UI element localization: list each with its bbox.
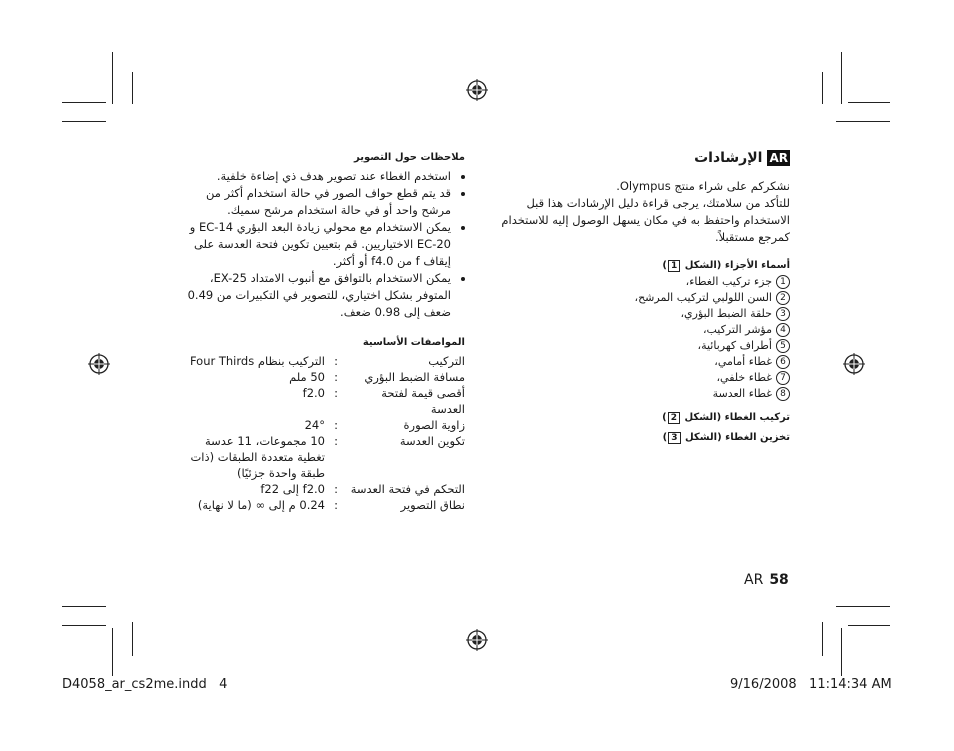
title-row (498, 150, 790, 166)
spec-key (347, 449, 465, 481)
notes-specs-column (180, 150, 465, 513)
crop-mark (112, 628, 113, 676)
registration-mark-icon (843, 353, 865, 375)
spec-key: التركيب (428, 354, 465, 368)
crop-mark (841, 628, 842, 676)
note-item: • استخدم الغطاء عند تصوير هدف ذي إضاءة خلفية. (180, 168, 451, 185)
spec-row (180, 369, 465, 385)
instructions-column (498, 150, 790, 446)
part-number: 5 (776, 339, 790, 353)
note-item: • يمكن الاستخدام بالتوافق مع أنبوب الامتداد EX-25، المتوفر بشكل اختياري، للتصوير في التكبيرات من 0.49 ضعف إلى 0.98 ضعف. (180, 270, 451, 321)
page-title: الإرشادات (694, 150, 763, 166)
crop-mark (62, 606, 106, 607)
spec-colon: : (334, 482, 338, 496)
language-badge: AR (769, 151, 788, 165)
page-number-value: 58 (769, 572, 789, 588)
part-label: جزء تركيب الغطاء، (685, 275, 772, 288)
note-item: • قد يتم قطع حواف الصور في حالة استخدام أكثر من مرشح واحد أو في حالة استخدام مرشح سميك. (180, 185, 451, 219)
crop-mark (848, 102, 890, 103)
registration-mark-icon (466, 79, 488, 101)
crop-mark (62, 102, 106, 103)
part-number: 7 (776, 371, 790, 385)
spec-colon: : (334, 498, 338, 512)
store-heading: تخزين الغطاء (الشكل 3) (662, 432, 790, 443)
footer-date: 9/16/2008 11:14:34 AM (730, 677, 892, 692)
spec-value: f2.0 (302, 386, 325, 400)
spec-row (180, 417, 465, 433)
part-label: مؤشر التركيب، (702, 323, 772, 336)
spec-row (180, 497, 465, 513)
footer-filename: D4058_ar_cs2me.indd 4 (62, 677, 228, 692)
part-number: 8 (776, 387, 790, 401)
spec-colon (325, 449, 347, 481)
part-label: غطاء العدسة (712, 387, 772, 400)
spec-value: 10 مجموعات، 11 عدسة (204, 434, 325, 448)
spec-value: 24° (304, 418, 325, 432)
notes-list (180, 168, 465, 321)
figure-ref: 1 (668, 260, 680, 272)
part-item (498, 274, 790, 290)
spec-value: التركيب بنظام Four Thirds (189, 354, 325, 368)
attach-heading: تركيب الغطاء (الشكل 2) (662, 412, 790, 423)
crop-mark (62, 121, 106, 122)
spec-key: أقصى قيمة لفتحة العدسة (381, 386, 465, 416)
spec-value: تغطية متعددة الطبقات (ذات طبقة واحدة جزئيًا) (190, 450, 325, 480)
crop-mark (62, 625, 106, 626)
crop-mark (132, 622, 133, 656)
crop-mark (822, 72, 823, 104)
part-item (498, 306, 790, 322)
figure-ref: 2 (668, 412, 680, 424)
intro-safety: للتأكد من سلامتك، يرجى قراءة دليل الإرشادات هذا قبل الاستخدام واحتفظ به في مكان يسهل الوصول إليه للاستخدام كمرجع مستقبلاً. (501, 196, 790, 244)
note-item: • يمكن الاستخدام مع محولي زيادة البعد البؤري EC-14 و EC-20 الاختياريين. قم بتعيين تكوين فتحة العدسة على إيقاف f من f4.0 أو أكثر. (180, 219, 451, 270)
specs-table (180, 353, 465, 513)
notes-heading: ملاحظات حول التصوير (353, 152, 465, 163)
spec-row (180, 449, 465, 481)
spec-row (180, 481, 465, 497)
registration-mark-icon (88, 353, 110, 375)
part-number: 2 (776, 291, 790, 305)
parts-heading: أسماء الأجزاء (الشكل 1) (662, 260, 790, 271)
page-lang: AR (744, 572, 764, 588)
intro-thanks: نشكركم على شراء منتج Olympus. (616, 179, 790, 193)
part-number: 6 (776, 355, 790, 369)
spec-key: مسافة الضبط البؤري (364, 370, 465, 384)
part-item (498, 290, 790, 306)
page-number (744, 572, 789, 588)
spec-key: تكوين العدسة (399, 434, 465, 448)
spec-row (180, 353, 465, 369)
spec-key: التحكم في فتحة العدسة (350, 482, 465, 496)
specs-heading: المواصفات الأساسية (362, 337, 465, 348)
part-number: 1 (776, 275, 790, 289)
part-item (498, 322, 790, 338)
part-label: غطاء أمامي، (714, 355, 772, 368)
crop-mark (841, 52, 842, 104)
crop-mark (822, 622, 823, 656)
part-number: 4 (776, 323, 790, 337)
spec-colon: : (334, 370, 338, 384)
part-item (498, 386, 790, 402)
crop-mark (848, 625, 890, 626)
spec-key: زاوية الصورة (403, 418, 465, 432)
spec-colon: : (334, 354, 338, 368)
spec-colon: : (334, 386, 338, 400)
part-item (498, 338, 790, 354)
part-label: غطاء خلفي، (716, 371, 772, 384)
figure-ref: 3 (668, 432, 680, 444)
spec-row (180, 385, 465, 417)
spec-value: 0.24 م إلى ∞ (ما لا نهاية) (197, 498, 325, 512)
registration-mark-icon (466, 629, 488, 651)
spec-key: نطاق التصوير (400, 498, 465, 512)
spec-colon: : (334, 434, 338, 448)
spec-row (180, 433, 465, 449)
part-item (498, 370, 790, 386)
part-item (498, 354, 790, 370)
crop-mark (836, 606, 890, 607)
part-label: حلقة الضبط البؤري، (680, 307, 772, 320)
part-label: أطراف كهربائية، (697, 339, 772, 352)
crop-mark (132, 72, 133, 104)
parts-list (498, 274, 790, 402)
part-number: 3 (776, 307, 790, 321)
spec-colon: : (334, 418, 338, 432)
crop-mark (112, 52, 113, 104)
crop-mark (836, 121, 890, 122)
spec-value: f2.0 إلى f22 (260, 482, 325, 496)
part-label: السن اللولبي لتركيب المرشح، (634, 291, 772, 304)
spec-value: 50 ملم (289, 370, 325, 384)
